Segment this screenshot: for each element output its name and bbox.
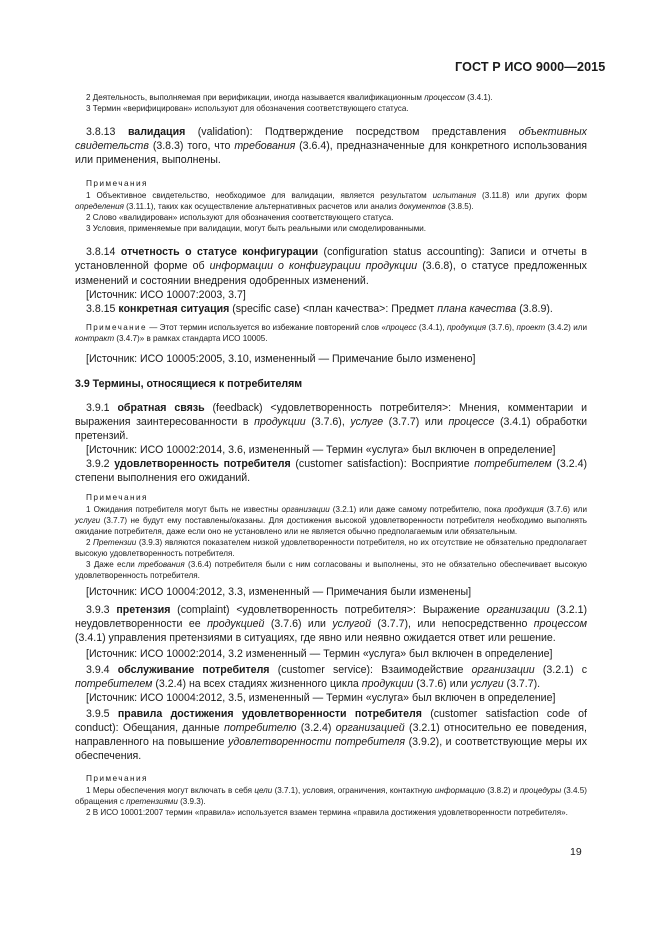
term-3-9-4: 3.9.4 обслуживание потребителя (customer service): Взаимодействие организации (3.2.1) с потребителем (3.2.4) на всех стадиях жизненного цикла продукции (3.7.6) или услуги (3.7.7).: [75, 663, 587, 690]
document-header: ГОСТ Р ИСО 9000—2015: [455, 60, 606, 74]
note-verification-2: 2 Деятельность, выполняемая при верификации, иногда называется квалификационным процессом (3.4.1).: [86, 93, 493, 102]
source-3-8-15: [Источник: ИСО 10005:2005, 3.10, измененный — Примечание было изменено]: [86, 352, 476, 365]
notes-heading: Примечания: [86, 178, 148, 189]
term-3-9-5: 3.9.5 правила достижения удовлетворенности потребителя (customer satisfaction code of conduct): Обещания, данные потребителю (3.2.4) организацией (3.2.1) относительно ее поведения, направленного на повышение удовлетворенности потребителя (3.9.2), и соответствующие меры их обеспечения.: [75, 708, 588, 763]
term-3-9-2: 3.9.2 удовлетворенность потребителя (customer satisfaction): Восприятие потребителем (3.2.4) степени выполнения его ожиданий.: [75, 458, 588, 485]
term-3-9-3: 3.9.3 претензия (complaint) <удовлетворенность потребителя>: Выражение организации (3.2.1) неудовлетворенности ее продукцией (3.7.6) или услугой (3.7.7), или непосредственно процессом (3.4.1) управления претензиями в ситуациях, где явно или неявно ожидается ответ или решение.: [75, 603, 587, 644]
note-3-8-15: Примечание — Этот термин используется во избежание повторений слов «процесс (3.4.1), продукция (3.7.6), проект (3.4.2) или контракт (3.4.7)» в рамках стандарта ИСО 10005.: [75, 322, 587, 343]
notes-heading: Примечания: [86, 492, 148, 503]
note-3-9-2-2: 2 Претензии (3.9.3) являются показателем низкой удовлетворенности потребителя, но их отсутствие не обязательно предполагает высокую удовлетворенность потребителя.: [75, 538, 587, 559]
note-3-9-2-3: 3 Даже если требования (3.6.4) потребителя были с ним согласованы и выполнены, это не обязательно обеспечивает высокую удовлетворенность потребителя.: [75, 560, 587, 581]
note-3-8-13-1: 1 Объективное свидетельство, необходимое для валидации, является результатом испытания (3.11.8) или других форм определения (3.11.1), таких как осуществление альтернативных расчетов или анализ документов (3.8.5).: [75, 190, 587, 212]
note-3-9-2-1: 1 Ожидания потребителя могут быть не известны организации (3.2.1) или даже самому потребителю, пока продукция (3.7.6) или услуги (3.7.7) не будут ему поставлены/оказаны. Для достижения высокой удовлетворенности потребителя необходимо выполнять ожидание потребителя, даже если оно не установлено или не является обычно предполагаемым или обязательным.: [75, 504, 587, 537]
page-content: [75, 92, 587, 818]
page-number: 19: [570, 846, 582, 858]
source-3-9-1: [Источник: ИСО 10002:2014, 3.6, измененный — Термин «услуга» был включен в определение]: [86, 444, 556, 457]
term-3-8-14: 3.8.14 отчетность о статусе конфигурации (configuration status accounting): Записи и отчеты в установленной форме об информации о конфигурации продукции (3.6.8), о статусе предложенных изменений и состоянии внедрения одобренных изменений.: [75, 246, 587, 287]
notes-heading: Примечания: [86, 773, 148, 784]
note-3-8-13-3: 3 Условия, применяемые при валидации, могут быть реальными или смоделированными.: [86, 224, 427, 234]
note-3-9-5-1: 1 Меры обеспечения могут включать в себя цели (3.7.1), условия, ограничения, контактную информацию (3.8.2) и процедуры (3.4.5) обращения с претензиями (3.9.3).: [75, 785, 587, 806]
section-heading-3-9: 3.9 Термины, относящиеся к потребителям: [75, 377, 303, 390]
term-3-9-1: 3.9.1 обратная связь (feedback) <удовлетворенность потребителя>: Мнения, комментарии и выражения заинтересованности в продукции (3.7.6), услуге (3.7.7) или процессе (3.4.1) обработки претензий.: [75, 401, 587, 443]
source-3-9-3: [Источник: ИСО 10002:2014, 3.2 измененный — Термин «услуга» был включен в определение]: [86, 647, 553, 660]
note-3-9-5-2: 2 В ИСО 10001:2007 термин «правила» используется взамен термина «правила достижения удовлетворенности потребителя».: [86, 808, 568, 818]
term-3-8-15: 3.8.15 конкретная ситуация (specific case) <план качества>: Предмет плана качества (3.8.9).: [86, 302, 553, 315]
term-3-8-13: 3.8.13 валидация (validation): Подтверждение посредством представления объективных свидетельств (3.8.3) того, что требования (3.6.4), предназначенные для конкретного использования или применения, выполнены.: [75, 126, 587, 167]
note-3-8-13-2: 2 Слово «валидирован» используют для обозначения соответствующего статуса.: [86, 213, 394, 223]
source-3-8-14: [Источник: ИСО 10007:2003, 3.7]: [86, 288, 246, 301]
note-verification-3: 3 Термин «верифицирован» используют для обозначения соответствующего статуса.: [86, 104, 409, 114]
source-3-9-2: [Источник: ИСО 10004:2012, 3.3, измененный — Примечания были изменены]: [86, 585, 472, 598]
source-3-9-4: [Источник: ИСО 10004:2012, 3.5, измененный — Термин «услуга» был включен в определение]: [86, 692, 556, 704]
